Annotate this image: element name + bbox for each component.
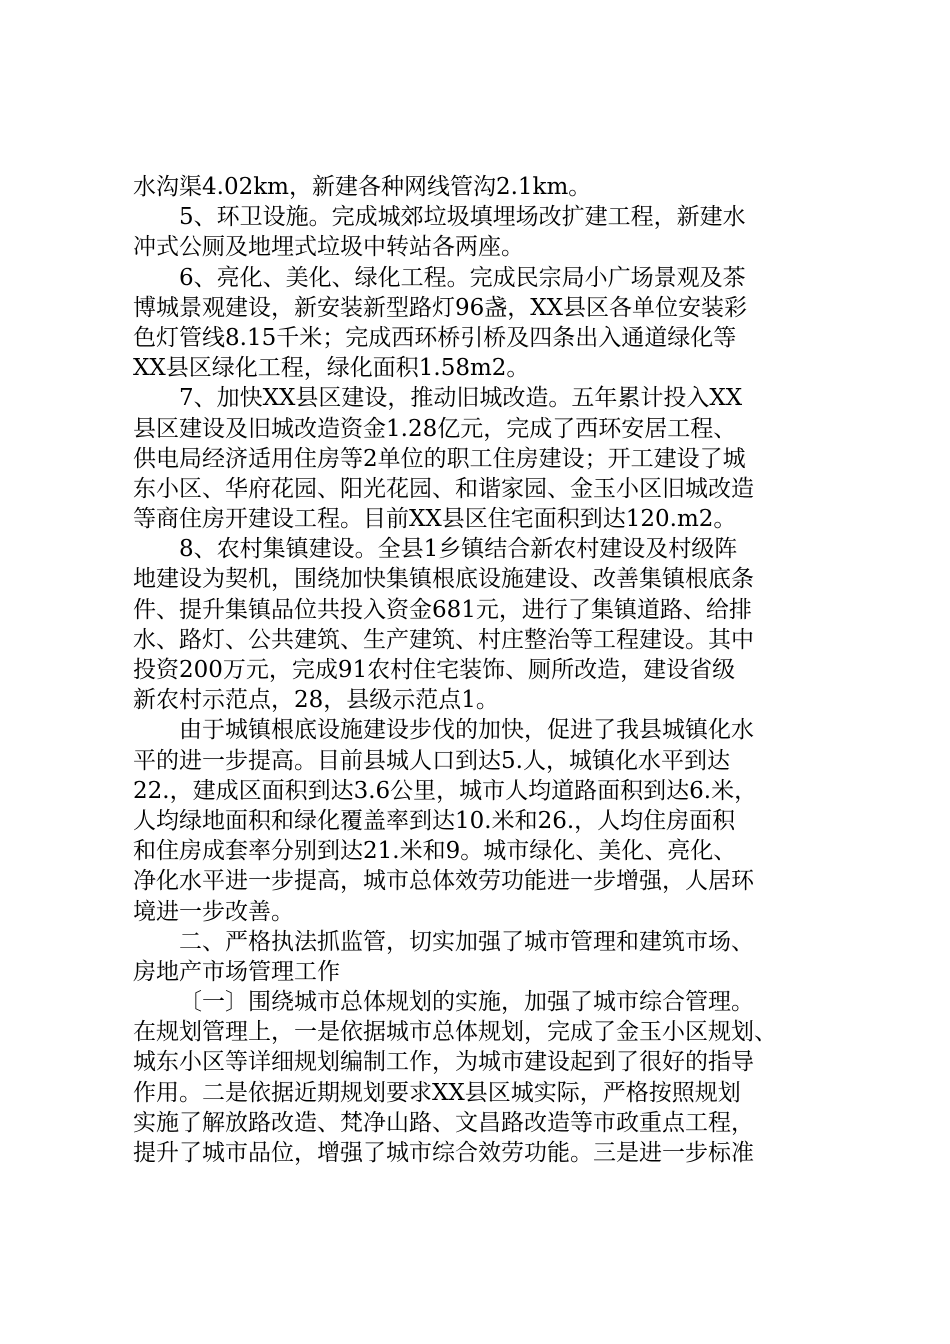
text-line: 22.，建成区面积到达3.6公里，城市人均道路面积到达6.米，: [133, 777, 758, 804]
text-line: 房地产市场管理工作: [133, 958, 340, 985]
text-line: 东小区、华府花园、阳光花园、和谐家园、金玉小区旧城改造: [133, 475, 754, 502]
text-line: 由于城镇根底设施建设步伐的加快，促进了我县城镇化水: [179, 717, 754, 744]
text-line: 在规划管理上，一是依据城市总体规划，完成了金玉小区规划、: [133, 1019, 777, 1046]
text-line: 〔一〕围绕城市总体规划的实施，加强了城市综合管理。: [179, 989, 754, 1016]
text-line: 和住房成套率分别到达21.米和9。城市绿化、美化、亮化、: [133, 838, 737, 865]
text-line: 平的进一步提高。目前县城人口到达5.人，城镇化水平到达: [133, 747, 730, 774]
text-line: 7、加快XX县区建设，推动旧城改造。五年累计投入XX: [179, 385, 743, 412]
text-line: 件、提升集镇品位共投入资金681元，进行了集镇道路、给排: [133, 596, 752, 623]
text-line: 博城景观建设，新安装新型路灯96盏，XX县区各单位安装彩: [133, 294, 748, 321]
text-line: 净化水平进一步提高，城市总体效劳功能进一步增强，人居环: [133, 868, 754, 895]
text-line: 县区建设及旧城改造资金1.28亿元，完成了西环安居工程、: [133, 415, 737, 442]
text-line: 实施了解放路改造、梵净山路、文昌路改造等市政重点工程，: [133, 1109, 754, 1136]
text-line: 冲式公厕及地埋式垃圾中转站各两座。: [133, 234, 524, 261]
text-line: 地建设为契机，围绕加快集镇根底设施建设、改善集镇根底条: [133, 566, 754, 593]
text-line: 水、路灯、公共建筑、生产建筑、村庄整治等工程建设。其中: [133, 626, 754, 653]
text-line: 人均绿地面积和绿化覆盖率到达10.米和26.，人均住房面积: [133, 807, 736, 834]
text-line: 等商住房开建设工程。目前XX县区住宅面积到达120.m2。: [133, 506, 737, 533]
text-line: 二、严格执法抓监管，切实加强了城市管理和建筑市场、: [179, 928, 754, 955]
text-line: 作用。二是依据近期规划要求XX县区城实际，严格按照规划: [133, 1079, 741, 1106]
text-line: 供电局经济适用住房等2单位的职工住房建设；开工建设了城: [133, 445, 746, 472]
text-line: 6、亮化、美化、绿化工程。完成民宗局小广场景观及茶: [179, 264, 746, 291]
text-line: 提升了城市品位，增强了城市综合效劳功能。三是进一步标准: [133, 1140, 754, 1166]
text-line: 新农村示范点，28，县级示范点1。: [133, 687, 499, 714]
text-line: 城东小区等详细规划编制工作，为城市建设起到了很好的指导: [133, 1049, 754, 1076]
text-line: 水沟渠4.02km，新建各种网线管沟2.1km。: [133, 174, 592, 200]
text-line: 投资200万元，完成91农村住宅装饰、厕所改造，建设省级: [133, 657, 736, 683]
text-line: 5、环卫设施。完成城郊垃圾填埋场改扩建工程，新建水: [179, 204, 746, 231]
text-line: 境进一步改善。: [133, 898, 294, 925]
document-body: [133, 172, 853, 1168]
text-line: 8、农村集镇建设。全县1乡镇结合新农村建设及村级阵: [179, 536, 738, 563]
text-line: XX县区绿化工程，绿化面积1.58m2。: [133, 355, 530, 382]
text-line: 色灯管线8.15千米；完成西环桥引桥及四条出入通道绿化等: [133, 324, 737, 351]
